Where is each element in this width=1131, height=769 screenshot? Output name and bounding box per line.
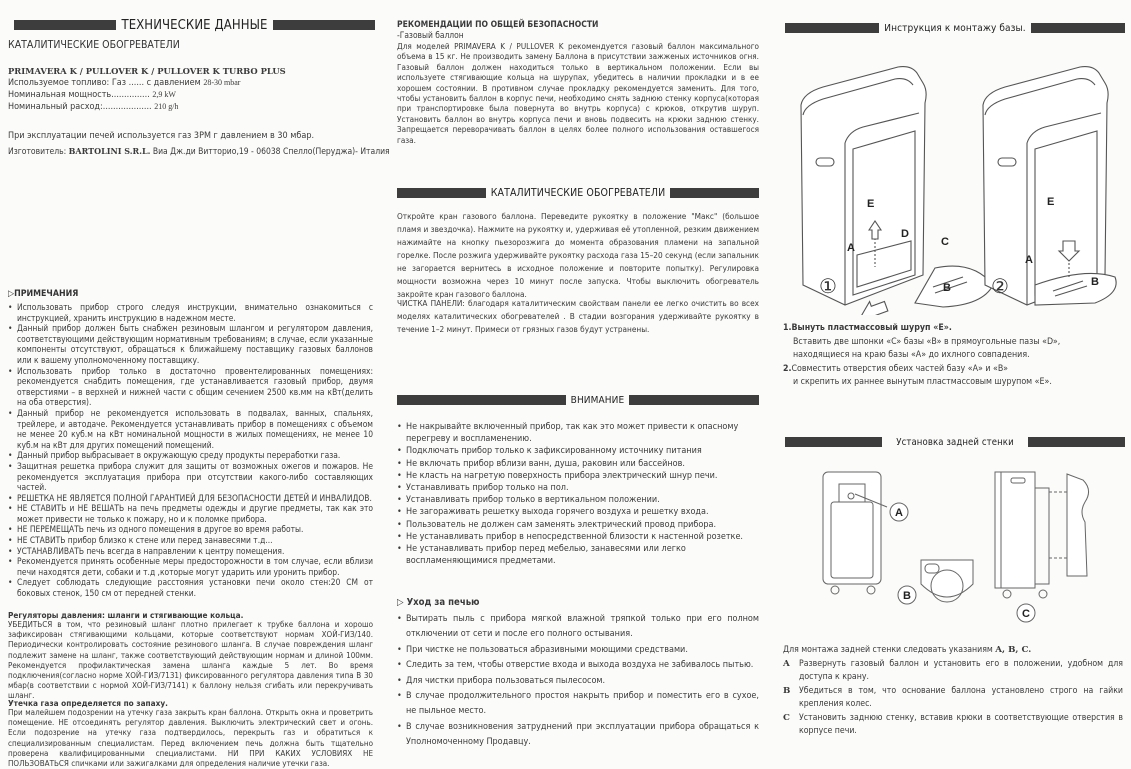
spec-value: 28-30 mbar bbox=[203, 78, 241, 87]
step-line: Совместить отверстия обеих частей базу «A» и «B» bbox=[791, 363, 1008, 374]
gas-note: При эксплуатации печей используется газ 3PM г давлением в 30 мбар. bbox=[8, 131, 315, 141]
warning-item: • Не класть на нагретую поверхность прибора электрический шнур печи. bbox=[397, 470, 759, 482]
label-B2: B bbox=[1091, 276, 1099, 288]
spec-consumption bbox=[8, 101, 373, 113]
note-item: • УСТАНАВЛИВАТЬ печь всегда в направлении к центру помещения. bbox=[8, 546, 373, 557]
triangle-bullet-icon: ▷ bbox=[8, 289, 15, 299]
warning-item: • Не включать прибор вблизи ванн, душа, раковин или бассейнов. bbox=[397, 458, 759, 470]
warning-item: • Не устанавливать прибор в непосредственной близости к настенной розетке. bbox=[397, 531, 759, 543]
header-bar-right bbox=[629, 395, 759, 405]
header-bar-right bbox=[1028, 437, 1125, 447]
callout-C: C bbox=[1022, 608, 1030, 620]
notes-title: ПРИМЕЧАНИЯ bbox=[14, 289, 79, 299]
section-header-tech bbox=[14, 18, 375, 32]
note-item: • Использовать прибор только в достаточно провентелированных помещениях: рекомендуется снабдить помещения, где устанавливается газовый прибор, двумя отверстиями – в верхней и нижней части с общим сечением 2500 кв.мм на кВт(делить на оба отверстия). bbox=[8, 366, 373, 408]
note-item: • Данный прибор выбрасывает в окружающую среду продукты переработки газа. bbox=[8, 450, 373, 461]
spec-value-label: с давлением bbox=[146, 78, 201, 88]
warnings-list bbox=[397, 421, 759, 567]
note-item: • Данный прибор не рекомендуется использовать в подвалах, ванных, спальнях, трейлере, и автодаче. Рекомендуется устанавливать прибор в помещениях с объемом не менее 20 куб.м на кВт номинальной мощности в жилых помещениях, не менее 10 куб.м на кВт для других помещений помещений. bbox=[8, 408, 373, 450]
cleaning-text: ЧИСТКА ПАНЕЛИ: благодаря каталитическим свойствам панели ее легко очистить во всех моделях каталитических обогревателей . В стадии возгорания удерживайте рукоятку в течение 1–2 минут. Примеси от грязных газов будут устранены. bbox=[397, 298, 759, 334]
step-number: 2. bbox=[783, 363, 792, 374]
care-list bbox=[397, 612, 759, 751]
care-item: • Вытирать пыль с прибора мягкой влажной тряпкой только при его полном отключении от сети и после его полного остывания. bbox=[397, 612, 759, 643]
notes-heading bbox=[8, 289, 373, 299]
safety-subtitle: -Газовый баллон bbox=[397, 30, 464, 40]
heater-side-view bbox=[995, 472, 1089, 598]
wall-step-text: Установить заднюю стенку, вставив крюки в соответствующие отверстия в корпусе печи. bbox=[799, 712, 1123, 737]
wall-step-letter: B bbox=[783, 685, 791, 696]
spec-power bbox=[8, 89, 373, 101]
label-A1: A bbox=[847, 242, 855, 254]
section-header-wall bbox=[785, 435, 1125, 449]
care-item: • В случае возникновения затруднений при эксплуатации прибора обращаться к Уполномоченному Продавцу. bbox=[397, 720, 759, 751]
warning-item: • Не загораживать решетку выхода горячего воздуха и решетку входа. bbox=[397, 506, 759, 518]
base-step-2 bbox=[783, 363, 1123, 390]
wall-step-letter: A bbox=[783, 659, 790, 669]
care-heading bbox=[397, 597, 759, 608]
step-number: 1. bbox=[783, 323, 792, 333]
back-wall-illustration bbox=[783, 460, 1123, 630]
note-item: • НЕ СТАВИТЬ и НЕ ВЕШАТЬ на печь предметы одежды и другие предметы, так как это может привести не только к пожару, но и к поломке прибора. bbox=[8, 503, 373, 524]
spec-value: 2,9 kW bbox=[152, 90, 176, 99]
header-bar-left bbox=[397, 188, 486, 198]
catalytic-header-title: КАТАЛИТИЧЕСКИЕ ОБОГРЕВАТЕЛИ bbox=[490, 187, 666, 199]
heater-top-view bbox=[921, 560, 973, 602]
wall-step-letter: C bbox=[783, 712, 790, 723]
header-bar-left bbox=[14, 20, 116, 30]
heater-step2 bbox=[983, 67, 1116, 305]
header-bar-right bbox=[1031, 23, 1125, 33]
label-C1: C bbox=[941, 236, 949, 248]
note-item: • НЕ СТАВИТЬ прибор близко к стене или перед занавесями т.д... bbox=[8, 535, 373, 546]
label-E1: E bbox=[867, 198, 875, 210]
warning-item: • Устанавливать прибор только на пол. bbox=[397, 482, 759, 494]
note-item: • Рекомендуется принять особенные меры предосторожности в том случае, если вблизи печи находятся дети, собаки и т.д ,которые могут ударить или уронить прибор. bbox=[8, 556, 373, 577]
safety-text: Для моделей PRIMAVERA K / PULLOVER K рекомендуется газовый баллон максимального объема в 15 кг. Не производить замену Баллона в присутствии зажженых источников огня. Газовый баллон должен находиться только в вертикальном положении. Если вы используете стягивающие кольца на шурупах, убедитесь в наличии прокладки и в ее хорошем состоянии. В противном случае прокладку рекомендуется заменить. Для того, чтобы установить баллон в корпус печи, необходимо снять заднюю стенку корпуса(которая при транспортировке была повернута во внутрь корпуса) с крюков, открутив шуруп. Установить баллон во внутрь корпуса печи и вновь подвесить на крюки заднюю стенку. Запрещается переворачивать баллон в целях более полного использования оставшегося газа. bbox=[397, 41, 759, 145]
spec-value: 210 g/h bbox=[154, 102, 179, 111]
care-item: • В случае продолжительного простоя накрыть прибор и поместить его в сухое, не пыльное место. bbox=[397, 689, 759, 720]
warning-item: • Устанавливать прибор только в вертикальном положении. bbox=[397, 494, 759, 506]
label-A2: A bbox=[1025, 254, 1033, 266]
section-header-warning bbox=[397, 393, 759, 407]
safety-title: РЕКОМЕНДАЦИИ ПО ОБЩЕЙ БЕЗОПАСНОСТИ bbox=[397, 20, 599, 30]
section-header-base bbox=[785, 21, 1125, 35]
column-technical-data bbox=[8, 0, 390, 769]
column-assembly bbox=[783, 0, 1123, 767]
leak-text: При малейшем подозрении на утечку газа закрыть кран баллона. Открыть окна и проветрить помещение. НЕ отсоединять регулятор давления. Выключить электрический свет и огонь. Если подозрение на утечку газа подтвердилось, перекрыть газ и обратиться к специализированным специалистам. Перед включением печь должна быть тщательно проверена квалифицированными специалистами. НИ ПРИ КАКИХ УСЛОВИЯХ НЕ ПОЛЬЗОВАТЬСЯ спичками или зажигалками для определения наличие утечки газа. bbox=[8, 708, 373, 769]
warning-item: • Пользователь не должен сам заменять электрический провод прибора. bbox=[397, 519, 759, 531]
warning-item: • Не устанавливать прибор перед мебелью, занавесями или легко воспламеняющимися предметами. bbox=[397, 543, 759, 567]
specs bbox=[8, 77, 373, 113]
step-line: Вставить две шпонки «C» базы «B» в прямоугольные пазы «D», bbox=[793, 336, 1061, 347]
step-line: и скрепить их раннее вынутым пластмассовым шурупом «E». bbox=[793, 377, 1052, 388]
models-line: PRIMAVERA K / PULLOVER K / PULLOVER K TURBO PLUS bbox=[8, 66, 286, 76]
header-bar-left bbox=[785, 437, 882, 447]
note-item: • РЕШЕТКА НЕ ЯВЛЯЕТСЯ ПОЛНОЙ ГАРАНТИЕЙ ДЛЯ БЕЗОПАСНОСТИ ДЕТЕЙ И ИНВАЛИДОВ. bbox=[8, 493, 373, 504]
catalytic-text: Откройте кран газового баллона. Переведите рукоятку в положение "Макс" (большое пламя и звездочка). Нажмите на рукоятку и, удерживая её утопленной, резким движением нажимайте на кнопку пьезорозжига до момента образования пламени на запальной горелке. После розжига удерживайте рукоятку расхода газа 15–20 секунд (если запальник не загорается вернитесь в исходное положение и повторите попытку). Регулировка мощности возможна через 10 минут после запуска. Чтобы выключить обогреватель закройте кран газового баллона. bbox=[397, 211, 759, 299]
spec-fuel bbox=[8, 77, 373, 89]
care-item: • При чистке не пользоваться абразивными моющими средствами. bbox=[397, 643, 759, 658]
header-bar-left bbox=[397, 395, 566, 405]
base-assembly-illustration bbox=[783, 55, 1123, 315]
header-bar-right bbox=[273, 20, 375, 30]
wall-intro bbox=[783, 645, 1123, 655]
regulators-title: Регуляторы давления: шланги и стягивающие кольца. bbox=[8, 610, 244, 620]
wall-step-text: Убедиться в том, что основание баллона установлено строго на гайки крепления колес. bbox=[799, 685, 1123, 710]
tech-header-title: ТЕХНИЧЕСКИЕ ДАННЫЕ bbox=[121, 17, 268, 33]
callout-A: A bbox=[895, 507, 903, 519]
manufacturer bbox=[8, 146, 390, 157]
warning-item: • Не накрывайте включенный прибор, так как это может привести к опасному перегреву и воспламенению. bbox=[397, 421, 759, 445]
manufacturer-prefix: Изготовитель: bbox=[8, 147, 67, 157]
leak-title: Утечка газа определяется по запаху. bbox=[8, 698, 168, 708]
care-item: • Для чистки прибора пользоваться пылесосом. bbox=[397, 674, 759, 689]
note-item: • НЕ ПЕРЕМЕЩАТЬ печь из одного помещения в другое во время работы. bbox=[8, 524, 373, 535]
wall-intro-letters: A, B, C. bbox=[995, 645, 1032, 655]
step-line: Вынуть пластмассовый шуруп «E». bbox=[791, 323, 952, 333]
notes-list bbox=[8, 302, 373, 599]
label-D1: D bbox=[901, 228, 909, 240]
heater-front-view bbox=[823, 472, 887, 594]
note-item: • Следует соблюдать следующие расстояния установки печи около стен:20 СМ от боковых стенок, 150 см от передней стенки. bbox=[8, 577, 373, 598]
step-2-marker: ② bbox=[991, 276, 1009, 298]
callout-B: B bbox=[903, 590, 911, 602]
step-1-marker: ① bbox=[819, 276, 837, 298]
manufacturer-name: BARTOLINI S.R.L. bbox=[68, 146, 151, 156]
care-title: Уход за печью bbox=[406, 597, 480, 608]
base-step-1 bbox=[783, 322, 1123, 363]
spec-label: Номинальный расход:................... bbox=[8, 102, 152, 112]
column-safety bbox=[397, 0, 759, 767]
note-item: • Использовать прибор строго следуя инструкции, внимательно ознакомиться с инструкцией, хранить инструкцию в надежном месте. bbox=[8, 302, 373, 323]
regulators-text: УБЕДИТЬСЯ в том, что резиновый шланг плотно прилегает к трубке баллона и хорошо зафиксирован стягивающими кольцами, которые соответствуют нормам ХОЙ-ГИЗ/140. Периодически контролировать состояние резинового шланга. В случае повреждения шланг подлежит замене на шланг, также соответствующий действующим нормам и длиной 100мм. Рекомендуется профилактическая замена шланга каждые 5 лет. Во время подключения(согласно норме ХОЙ-ГИЗ/7131) фиксированного регулятора давления типа В 30 мбар(в соответствии с нормой ХОЙ-ГИЗ/7141) к баллону нельзя сгибать или перекручивать шланг. bbox=[8, 620, 373, 701]
header-bar-left bbox=[785, 23, 879, 33]
header-bar-right bbox=[670, 188, 759, 198]
care-item: • Следить за тем, чтобы отверстие входа и выхода воздуха не забивалось пытью. bbox=[397, 658, 759, 673]
base-steps bbox=[783, 322, 1123, 390]
spec-label: Используемое топливо: Газ ...... bbox=[8, 78, 145, 88]
manufacturer-address: Виа Дж.ди Витторио,19 - 06038 Спелло(Перуджа)- Италия bbox=[152, 147, 390, 157]
wall-intro-text: Для монтажа задней стенки следовать указаниям bbox=[783, 645, 993, 655]
warning-item: • Подключать прибор только к зафиксированному источнику питания bbox=[397, 445, 759, 457]
label-E2: E bbox=[1047, 196, 1055, 208]
wall-header-title: Установка задней стенки bbox=[896, 436, 1014, 448]
wall-step bbox=[783, 685, 1123, 712]
base-header-title: Инструкция к монтажу базы. bbox=[884, 22, 1026, 34]
wall-steps bbox=[783, 658, 1123, 738]
section-header-catalytic bbox=[397, 186, 759, 200]
warning-header-title: ВНИМАНИЕ bbox=[570, 394, 625, 406]
wall-step bbox=[783, 712, 1123, 739]
wall-step-text: Развернуть газовый баллон и установить его в положении, удобном для доступа к крану. bbox=[799, 659, 1123, 683]
spec-label: Номинальная мощность............... bbox=[8, 90, 150, 100]
wall-step bbox=[783, 658, 1123, 685]
note-item: • Данный прибор должен быть снабжен резиновым шлангом и регулятором давления, соответствующими действующим нормативным требованиям; в случае, если указанные компоненты отсутствуют, обращаться к ближайшему поставщику газовых баллонов или к вашему уполномоченному поставщику. bbox=[8, 323, 373, 365]
triangle-bullet-icon: ▷ bbox=[397, 597, 404, 608]
note-item: • Защитная решетка прибора служит для защиты от возможных ожегов и пожаров. Не рекомендуется эксплуатация прибора при отсутствии какого-либо составляющих частей. bbox=[8, 461, 373, 493]
subtitle: КАТАЛИТИЧЕСКИЕ ОБОГРЕВАТЕЛИ bbox=[8, 39, 180, 51]
label-B1: B bbox=[943, 282, 951, 294]
step-line: находящиеся на краю базы «A» до ихлного совпадения. bbox=[793, 350, 1030, 361]
